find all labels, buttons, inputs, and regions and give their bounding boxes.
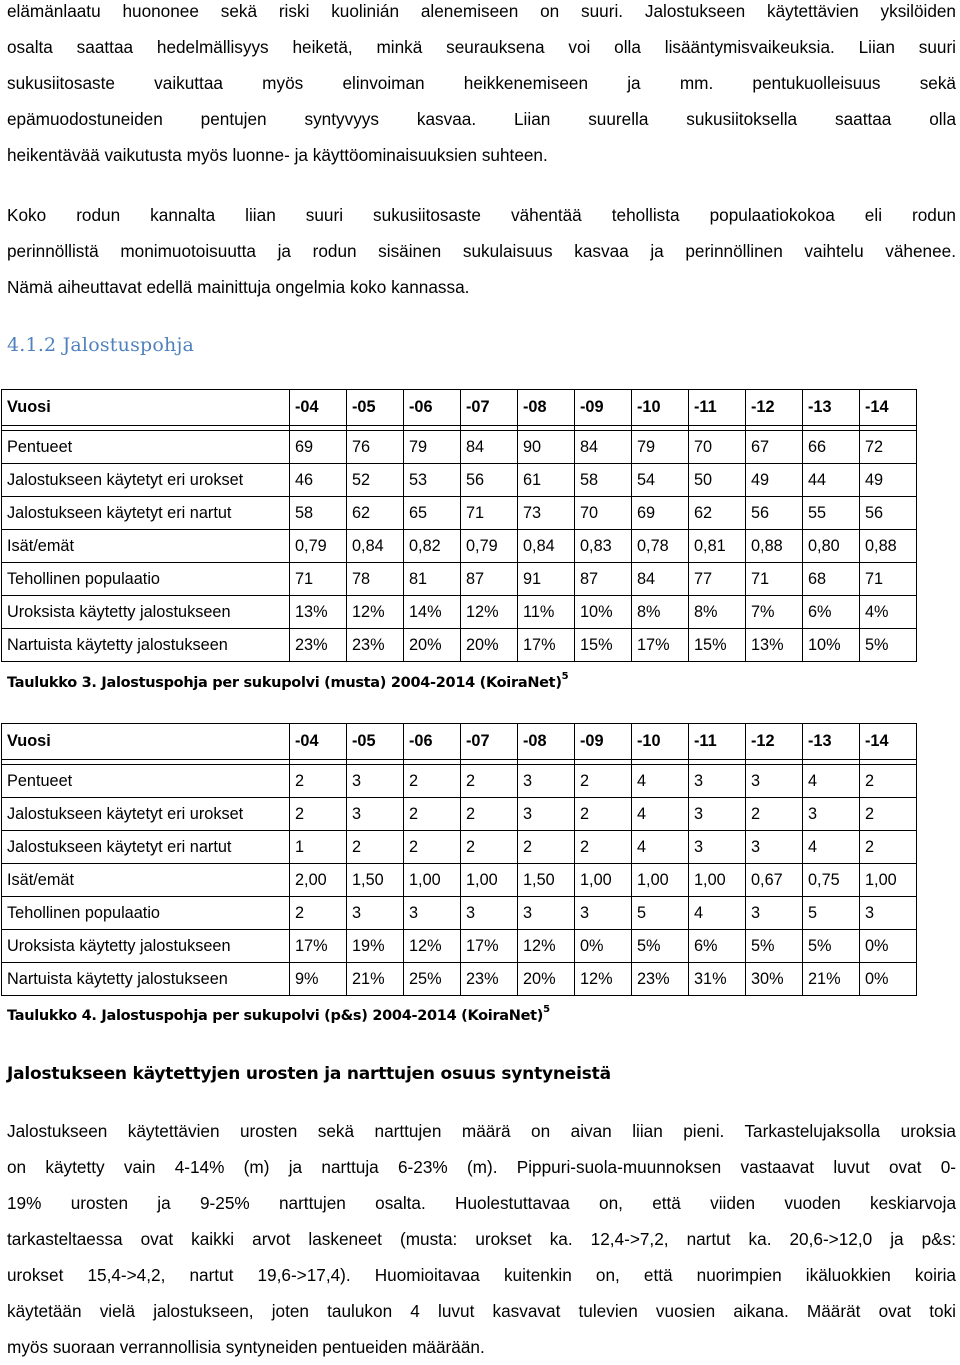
text-line: Nämä aiheuttavat edellä mainittuja ongelmia koko kannassa. bbox=[7, 277, 470, 297]
value-cell: 4% bbox=[860, 596, 917, 629]
value-cell: 44 bbox=[803, 464, 860, 497]
value-cell: 2 bbox=[860, 765, 917, 798]
row-label-cell: Jalostukseen käytetyt eri nartut bbox=[2, 497, 290, 530]
value-cell: 3 bbox=[347, 765, 404, 798]
value-cell: 5 bbox=[632, 897, 689, 930]
value-cell: 2 bbox=[575, 831, 632, 864]
table-header-row bbox=[2, 390, 917, 426]
table-row bbox=[2, 431, 917, 464]
year-header-cell: -09 bbox=[575, 390, 632, 426]
year-header-cell: -10 bbox=[632, 390, 689, 426]
value-cell: 0,79 bbox=[290, 530, 347, 563]
year-header-cell: -13 bbox=[803, 390, 860, 426]
value-cell: 0,80 bbox=[803, 530, 860, 563]
text-line: Jalostukseen käytettävien urosten sekä narttujen määrä on aivan liian pieni. Tarkastelujaksolla uroksia bbox=[7, 1121, 956, 1141]
year-header-cell: -05 bbox=[347, 724, 404, 760]
value-cell: 3 bbox=[803, 798, 860, 831]
table-row bbox=[2, 530, 917, 563]
value-cell: 12% bbox=[404, 930, 461, 963]
value-cell: 20% bbox=[518, 963, 575, 996]
row-label-cell: Pentueet bbox=[2, 765, 290, 798]
value-cell: 1,00 bbox=[461, 864, 518, 897]
table-row bbox=[2, 497, 917, 530]
value-cell: 78 bbox=[347, 563, 404, 596]
value-cell: 19% bbox=[347, 930, 404, 963]
value-cell: 1,00 bbox=[860, 864, 917, 897]
value-cell: 0,88 bbox=[746, 530, 803, 563]
value-cell: 5% bbox=[746, 930, 803, 963]
value-cell: 17% bbox=[461, 930, 518, 963]
row-label-cell: Tehollinen populaatio bbox=[2, 563, 290, 596]
text-line: on käytetty vain 4-14% (m) ja narttuja 6-23% (m). Pippuri-suola-muunnoksen vastaavat luvut ovat 0- bbox=[7, 1157, 956, 1177]
row-label-cell: Pentueet bbox=[2, 431, 290, 464]
value-cell: 13% bbox=[746, 629, 803, 662]
value-cell: 1,00 bbox=[575, 864, 632, 897]
value-cell: 79 bbox=[404, 431, 461, 464]
value-cell: 21% bbox=[347, 963, 404, 996]
value-cell: 0,83 bbox=[575, 530, 632, 563]
row-label-cell: Uroksista käytetty jalostukseen bbox=[2, 930, 290, 963]
value-cell: 2 bbox=[290, 765, 347, 798]
value-cell: 4 bbox=[632, 798, 689, 831]
value-cell: 0,75 bbox=[803, 864, 860, 897]
value-cell: 4 bbox=[803, 831, 860, 864]
value-cell: 55 bbox=[803, 497, 860, 530]
value-cell: 1,00 bbox=[689, 864, 746, 897]
year-header-cell: -07 bbox=[461, 724, 518, 760]
value-cell: 0% bbox=[860, 963, 917, 996]
value-cell: 84 bbox=[461, 431, 518, 464]
header-label-cell: Vuosi bbox=[2, 724, 290, 760]
value-cell: 66 bbox=[803, 431, 860, 464]
value-cell: 17% bbox=[518, 629, 575, 662]
section-heading: 4.1.2 Jalostuspohja bbox=[7, 334, 195, 356]
value-cell: 17% bbox=[290, 930, 347, 963]
value-cell: 5% bbox=[632, 930, 689, 963]
value-cell: 2 bbox=[575, 798, 632, 831]
value-cell: 3 bbox=[689, 831, 746, 864]
value-cell: 3 bbox=[518, 897, 575, 930]
value-cell: 2 bbox=[518, 831, 575, 864]
year-header-cell: -14 bbox=[860, 390, 917, 426]
row-label-cell: Tehollinen populaatio bbox=[2, 897, 290, 930]
value-cell: 84 bbox=[575, 431, 632, 464]
table-row bbox=[2, 596, 917, 629]
value-cell: 71 bbox=[746, 563, 803, 596]
value-cell: 2 bbox=[290, 798, 347, 831]
value-cell: 2 bbox=[746, 798, 803, 831]
year-header-cell: -08 bbox=[518, 390, 575, 426]
value-cell: 5% bbox=[860, 629, 917, 662]
value-cell: 2 bbox=[461, 831, 518, 864]
value-cell: 46 bbox=[290, 464, 347, 497]
value-cell: 67 bbox=[746, 431, 803, 464]
table-header-row bbox=[2, 724, 917, 760]
value-cell: 0,88 bbox=[860, 530, 917, 563]
value-cell: 10% bbox=[803, 629, 860, 662]
value-cell: 31% bbox=[689, 963, 746, 996]
value-cell: 25% bbox=[404, 963, 461, 996]
value-cell: 58 bbox=[575, 464, 632, 497]
row-label-cell: Jalostukseen käytetyt eri urokset bbox=[2, 798, 290, 831]
text-line: Koko rodun kannalta liian suuri sukusiitosaste vähentää tehollista populaatiokokoa eli rodun bbox=[7, 205, 956, 225]
text-line: perinnöllistä monimuotoisuutta ja rodun sisäinen sukulaisuus kasvaa ja perinnöllinen vaihtelu vähenee. bbox=[7, 241, 956, 261]
value-cell: 2 bbox=[575, 765, 632, 798]
year-header-cell: -06 bbox=[404, 390, 461, 426]
value-cell: 79 bbox=[632, 431, 689, 464]
value-cell: 0,84 bbox=[347, 530, 404, 563]
row-label-cell: Isät/emät bbox=[2, 530, 290, 563]
value-cell: 1,50 bbox=[518, 864, 575, 897]
value-cell: 3 bbox=[347, 798, 404, 831]
value-cell: 1,00 bbox=[632, 864, 689, 897]
value-cell: 7% bbox=[746, 596, 803, 629]
value-cell: 73 bbox=[518, 497, 575, 530]
year-header-cell: -04 bbox=[290, 390, 347, 426]
value-cell: 53 bbox=[404, 464, 461, 497]
value-cell: 87 bbox=[575, 563, 632, 596]
value-cell: 71 bbox=[290, 563, 347, 596]
value-cell: 2 bbox=[461, 765, 518, 798]
table-row bbox=[2, 864, 917, 897]
value-cell: 2 bbox=[404, 831, 461, 864]
intro-paragraph bbox=[7, 0, 956, 173]
value-cell: 3 bbox=[689, 765, 746, 798]
value-cell: 2 bbox=[404, 765, 461, 798]
year-header-cell: -06 bbox=[404, 724, 461, 760]
text-line: elämänlaatu huononee sekä riski kuolinián alenemiseen on suuri. Jalostukseen käytettävien yksilöiden bbox=[7, 1, 956, 21]
table3-caption-text: Taulukko 3. Jalostuspohja per sukupolvi (musta) 2004-2014 (KoiraNet) bbox=[7, 674, 562, 691]
value-cell: 49 bbox=[860, 464, 917, 497]
year-header-cell: -13 bbox=[803, 724, 860, 760]
text-line: heikentävää vaikutusta myös luonne- ja käyttöominaisuuksien suhteen. bbox=[7, 145, 548, 165]
value-cell: 5 bbox=[803, 897, 860, 930]
year-header-cell: -11 bbox=[689, 724, 746, 760]
text-line: 19% urosten ja 9-25% narttujen osalta. Huolestuttavaa on, että viiden vuoden keskiarvoja bbox=[7, 1193, 956, 1213]
value-cell: 91 bbox=[518, 563, 575, 596]
table-row bbox=[2, 831, 917, 864]
value-cell: 0% bbox=[575, 930, 632, 963]
value-cell: 8% bbox=[689, 596, 746, 629]
value-cell: 3 bbox=[347, 897, 404, 930]
value-cell: 54 bbox=[632, 464, 689, 497]
value-cell: 49 bbox=[746, 464, 803, 497]
value-cell: 3 bbox=[746, 765, 803, 798]
table-row bbox=[2, 897, 917, 930]
row-label-cell: Isät/emät bbox=[2, 864, 290, 897]
value-cell: 0,81 bbox=[689, 530, 746, 563]
value-cell: 4 bbox=[689, 897, 746, 930]
text-line: myös suoraan verrannollisia syntyneiden pentueiden määrään. bbox=[7, 1337, 485, 1357]
value-cell: 23% bbox=[347, 629, 404, 662]
year-header-cell: -05 bbox=[347, 390, 404, 426]
value-cell: 20% bbox=[404, 629, 461, 662]
value-cell: 9% bbox=[290, 963, 347, 996]
text-line: epämuodostuneiden pentujen syntyvyys kasvaa. Liian suurella sukusiitoksella saattaa olla bbox=[7, 109, 956, 129]
value-cell: 1,00 bbox=[404, 864, 461, 897]
value-cell: 50 bbox=[689, 464, 746, 497]
value-cell: 90 bbox=[518, 431, 575, 464]
year-header-cell: -09 bbox=[575, 724, 632, 760]
value-cell: 81 bbox=[404, 563, 461, 596]
year-header-cell: -04 bbox=[290, 724, 347, 760]
value-cell: 87 bbox=[461, 563, 518, 596]
year-header-cell: -07 bbox=[461, 390, 518, 426]
value-cell: 3 bbox=[689, 798, 746, 831]
value-cell: 3 bbox=[404, 897, 461, 930]
value-cell: 17% bbox=[632, 629, 689, 662]
year-header-cell: -11 bbox=[689, 390, 746, 426]
value-cell: 71 bbox=[860, 563, 917, 596]
value-cell: 56 bbox=[461, 464, 518, 497]
value-cell: 21% bbox=[803, 963, 860, 996]
table-row bbox=[2, 765, 917, 798]
value-cell: 6% bbox=[689, 930, 746, 963]
value-cell: 2 bbox=[404, 798, 461, 831]
value-cell: 3 bbox=[518, 765, 575, 798]
value-cell: 2 bbox=[860, 798, 917, 831]
value-cell: 20% bbox=[461, 629, 518, 662]
value-cell: 1,50 bbox=[347, 864, 404, 897]
year-header-cell: -10 bbox=[632, 724, 689, 760]
value-cell: 70 bbox=[575, 497, 632, 530]
table-row bbox=[2, 464, 917, 497]
value-cell: 0% bbox=[860, 930, 917, 963]
value-cell: 4 bbox=[803, 765, 860, 798]
value-cell: 11% bbox=[518, 596, 575, 629]
value-cell: 15% bbox=[689, 629, 746, 662]
value-cell: 2 bbox=[347, 831, 404, 864]
value-cell: 2 bbox=[290, 897, 347, 930]
value-cell: 1 bbox=[290, 831, 347, 864]
table4-caption-text: Taulukko 4. Jalostuspohja per sukupolvi (p&s) 2004-2014 (KoiraNet) bbox=[7, 1007, 544, 1024]
value-cell: 3 bbox=[575, 897, 632, 930]
table4-caption-footnote: 5 bbox=[543, 1004, 550, 1015]
row-label-cell: Uroksista käytetty jalostukseen bbox=[2, 596, 290, 629]
value-cell: 62 bbox=[347, 497, 404, 530]
value-cell: 68 bbox=[803, 563, 860, 596]
value-cell: 0,84 bbox=[518, 530, 575, 563]
value-cell: 84 bbox=[632, 563, 689, 596]
value-cell: 4 bbox=[632, 765, 689, 798]
value-cell: 3 bbox=[746, 831, 803, 864]
value-cell: 77 bbox=[689, 563, 746, 596]
row-label-cell: Nartuista käytetty jalostukseen bbox=[2, 963, 290, 996]
value-cell: 12% bbox=[347, 596, 404, 629]
value-cell: 2,00 bbox=[290, 864, 347, 897]
value-cell: 23% bbox=[632, 963, 689, 996]
value-cell: 13% bbox=[290, 596, 347, 629]
breed-diversity-paragraph bbox=[7, 197, 956, 305]
value-cell: 12% bbox=[518, 930, 575, 963]
table-row bbox=[2, 563, 917, 596]
value-cell: 56 bbox=[746, 497, 803, 530]
value-cell: 0,78 bbox=[632, 530, 689, 563]
value-cell: 72 bbox=[860, 431, 917, 464]
value-cell: 56 bbox=[860, 497, 917, 530]
value-cell: 23% bbox=[461, 963, 518, 996]
year-header-cell: -08 bbox=[518, 724, 575, 760]
value-cell: 71 bbox=[461, 497, 518, 530]
table3-caption-footnote: 5 bbox=[561, 671, 569, 682]
row-label-cell: Jalostukseen käytetyt eri urokset bbox=[2, 464, 290, 497]
text-line: osalta saattaa hedelmällisyys heiketä, minkä seurauksena voi olla lisääntymisvaikeuksia. Liian suuri bbox=[7, 37, 956, 57]
table-row bbox=[2, 963, 917, 996]
value-cell: 15% bbox=[575, 629, 632, 662]
value-cell: 0,67 bbox=[746, 864, 803, 897]
text-line: urokset 15,4->4,2, nartut 19,6->17,4). Huomioitavaa kuitenkin on, että nuorimpien ikäluokkien koiria bbox=[7, 1265, 956, 1285]
table-breeding-base-pepper-salt bbox=[1, 723, 917, 996]
text-line: tarkasteltaessa ovat kaikki arvot laskeneet (musta: urokset ka. 12,4->7,2, nartut ka. 20,6->12,0 ja p&s: bbox=[7, 1229, 956, 1249]
value-cell: 3 bbox=[461, 897, 518, 930]
table3-caption bbox=[7, 673, 568, 691]
value-cell: 0,82 bbox=[404, 530, 461, 563]
value-cell: 6% bbox=[803, 596, 860, 629]
sub-heading: Jalostukseen käytettyjen urosten ja narttujen osuus syntyneistä bbox=[7, 1064, 611, 1084]
value-cell: 61 bbox=[518, 464, 575, 497]
year-header-cell: -14 bbox=[860, 724, 917, 760]
table-row bbox=[2, 930, 917, 963]
value-cell: 12% bbox=[575, 963, 632, 996]
table-breeding-base-black bbox=[1, 389, 917, 662]
text-line: käytetään vielä jalostukseen, joten taulukon 4 luvut kasvavat tulevien vuosien aikana. Määrät ovat toki bbox=[7, 1301, 956, 1321]
table-row bbox=[2, 629, 917, 662]
value-cell: 3 bbox=[860, 897, 917, 930]
value-cell: 8% bbox=[632, 596, 689, 629]
row-label-cell: Jalostukseen käytetyt eri nartut bbox=[2, 831, 290, 864]
year-header-cell: -12 bbox=[746, 724, 803, 760]
text-line: sukusiitosaste vaikuttaa myös elinvoiman heikkenemiseen ja mm. pentukuolleisuus sekä bbox=[7, 73, 956, 93]
value-cell: 65 bbox=[404, 497, 461, 530]
header-label-cell: Vuosi bbox=[2, 390, 290, 426]
value-cell: 23% bbox=[290, 629, 347, 662]
value-cell: 76 bbox=[347, 431, 404, 464]
table-row bbox=[2, 798, 917, 831]
value-cell: 5% bbox=[803, 930, 860, 963]
value-cell: 3 bbox=[518, 798, 575, 831]
value-cell: 12% bbox=[461, 596, 518, 629]
value-cell: 0,79 bbox=[461, 530, 518, 563]
value-cell: 10% bbox=[575, 596, 632, 629]
breeding-share-paragraph bbox=[7, 1113, 956, 1365]
value-cell: 30% bbox=[746, 963, 803, 996]
value-cell: 2 bbox=[461, 798, 518, 831]
value-cell: 3 bbox=[746, 897, 803, 930]
value-cell: 58 bbox=[290, 497, 347, 530]
value-cell: 62 bbox=[689, 497, 746, 530]
value-cell: 70 bbox=[689, 431, 746, 464]
year-header-cell: -12 bbox=[746, 390, 803, 426]
value-cell: 69 bbox=[632, 497, 689, 530]
table4-caption bbox=[7, 1006, 550, 1024]
value-cell: 14% bbox=[404, 596, 461, 629]
value-cell: 2 bbox=[860, 831, 917, 864]
value-cell: 4 bbox=[632, 831, 689, 864]
row-label-cell: Nartuista käytetty jalostukseen bbox=[2, 629, 290, 662]
value-cell: 52 bbox=[347, 464, 404, 497]
value-cell: 69 bbox=[290, 431, 347, 464]
